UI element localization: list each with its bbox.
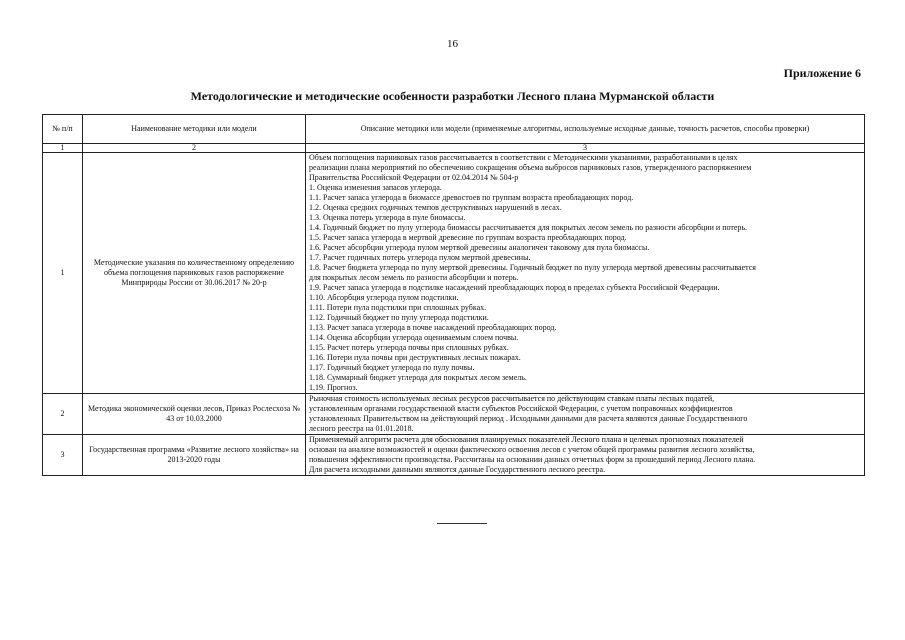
description-line: Рыночная стоимость используемых лесных ресурсов рассчитывается по действующим ставкам платы лесных податей, bbox=[309, 394, 715, 403]
description-line: установленных Правительством на действующий период . Исходными данными для расчета являются данные Государственного bbox=[309, 414, 748, 423]
description-line: 1.18. Суммарный бюджет углерода для покрытых лесом земель. bbox=[309, 373, 527, 382]
description-line: 1.5. Расчет запаса углерода в мертвой древесине по группам возраста преобладающих пород. bbox=[309, 233, 627, 242]
description-line: установленным органами государственной власти субъектов Российской Федерации, с учетом поправочных коэффициентов bbox=[309, 404, 733, 413]
description-line: 1.15. Расчет потерь углерода почвы при сплошных рубках. bbox=[309, 343, 509, 352]
description-line: 1.11. Потери пула подстилки при сплошных рубках. bbox=[309, 303, 487, 312]
description-line: Правительства Российской Федерации от 02.04.2014 № 504-р bbox=[309, 173, 519, 182]
row-number: 1 bbox=[43, 153, 83, 394]
table-row bbox=[43, 435, 865, 476]
description-line: Для расчета исходными данными являются данные Государственного лесного реестра. bbox=[309, 465, 606, 474]
description-line: 1.8. Расчет бюджета углерода по пулу мертвой древесины. Годичный бюджет по пулу углерода мертвой древесины рассчитывается bbox=[309, 263, 756, 272]
description-line: 1.16. Потери пула почвы при деструктивных лесных пожарах. bbox=[309, 353, 521, 362]
description-line: 1.9. Расчет запаса углерода в подстилке насаждений преобладающих пород в пределах субъекта Российской Федерации. bbox=[309, 283, 720, 292]
document-title: Методологические и методические особенности разработки Лесного плана Мурманской области bbox=[190, 89, 715, 103]
column-number: 3 bbox=[306, 144, 865, 153]
column-number-row bbox=[43, 144, 865, 153]
description-line: 1.17. Годичный бюджет углерода по пулу почвы. bbox=[309, 363, 475, 372]
header-method-name: Наименование методики или модели bbox=[83, 115, 306, 144]
method-description bbox=[306, 435, 865, 476]
description-line: 1.4. Годичный бюджет по пулу углерода биомассы рассчитывается для покрытых лесом земель по разности абсорбции и потерь. bbox=[309, 223, 748, 232]
description-line: 1.3. Оценка потерь углерода в пуле биомассы. bbox=[309, 213, 466, 222]
header-number: № п/п bbox=[43, 115, 83, 144]
table-row bbox=[43, 394, 865, 435]
description-line: 1.19. Прогноз. bbox=[309, 383, 358, 392]
page-number: 16 bbox=[447, 38, 458, 50]
method-description bbox=[306, 394, 865, 435]
description-line: повышения эффективности производства. Рассчитаны на основании данных отчетных форм за прошедший период Лесного плана. bbox=[309, 455, 756, 464]
description-line: 1.2. Оценка средних годичных темпов деструктивных нарушений в лесах. bbox=[309, 203, 562, 212]
table-row bbox=[43, 153, 865, 394]
description-line: 1.10. Абсорбция углерода пулом подстилки. bbox=[309, 293, 459, 302]
description-line: 1.7. Расчет годичных потерь углерода пулом мертвой древесины. bbox=[309, 253, 531, 262]
row-number: 3 bbox=[43, 435, 83, 476]
column-number: 2 bbox=[83, 144, 306, 153]
description-line: лесного реестра на 01.01.2018. bbox=[309, 424, 414, 433]
method-name: Государственная программа «Развитие лесного хозяйства» на 2013-2020 годы bbox=[83, 435, 306, 476]
description-line: для покрытых лесом земель по разности абсорбции и потерь. bbox=[309, 273, 519, 282]
description-line: Объем поглощения парниковых газов рассчитывается в соответствии с Методическими указаниями, разработанными в целях bbox=[309, 153, 738, 162]
description-line: основан на анализе возможностей и оценки фактического освоения лесов с учетом общей программы развития лесного хозяйства, bbox=[309, 445, 755, 454]
header-method-description: Описание методики или модели (применяемые алгоритмы, используемые исходные данные, точность расчетов, способы проверки) bbox=[306, 115, 865, 144]
description-line: 1.6. Расчет абсорбции углерода пулом мертвой древесины аналогичен таковому для пула биомассы. bbox=[309, 243, 650, 252]
description-line: реализации плана мероприятий по обеспечению сокращения объема выбросов парниковых газов, утвержденного распоряжением bbox=[309, 163, 752, 172]
description-line: 1. Оценка изменения запасов углерода. bbox=[309, 183, 442, 192]
description-line: 1.14. Оценка абсорбции углерода оцениваемым слоем почвы. bbox=[309, 333, 519, 342]
description-line: 1.1. Расчет запаса углерода в биомассе древостоев по группам возраста преобладающих пород. bbox=[309, 193, 634, 202]
row-number: 2 bbox=[43, 394, 83, 435]
table-header-row bbox=[43, 115, 865, 144]
column-number: 1 bbox=[43, 144, 83, 153]
methods-table bbox=[42, 114, 865, 476]
description-line: 1.13. Расчет запаса углерода в почве насаждений преобладающих пород. bbox=[309, 323, 557, 332]
description-line: 1.12. Годичный бюджет по пулу углерода подстилки. bbox=[309, 313, 489, 322]
description-line: Применяемый алгоритм расчета для обоснования планируемых показателей Лесного плана и целевых прогнозных показателей bbox=[309, 435, 744, 444]
method-name: Методические указания по количественному определению объема поглощения парниковых газов распоряжение Минприроды России от 30.06.2017 № 20-р bbox=[83, 153, 306, 394]
end-divider bbox=[437, 523, 487, 524]
appendix-label: Приложение 6 bbox=[783, 66, 861, 80]
method-description bbox=[306, 153, 865, 394]
method-name: Методика экономической оценки лесов, Приказ Рослесхоза № 43 от 10.03.2000 bbox=[83, 394, 306, 435]
